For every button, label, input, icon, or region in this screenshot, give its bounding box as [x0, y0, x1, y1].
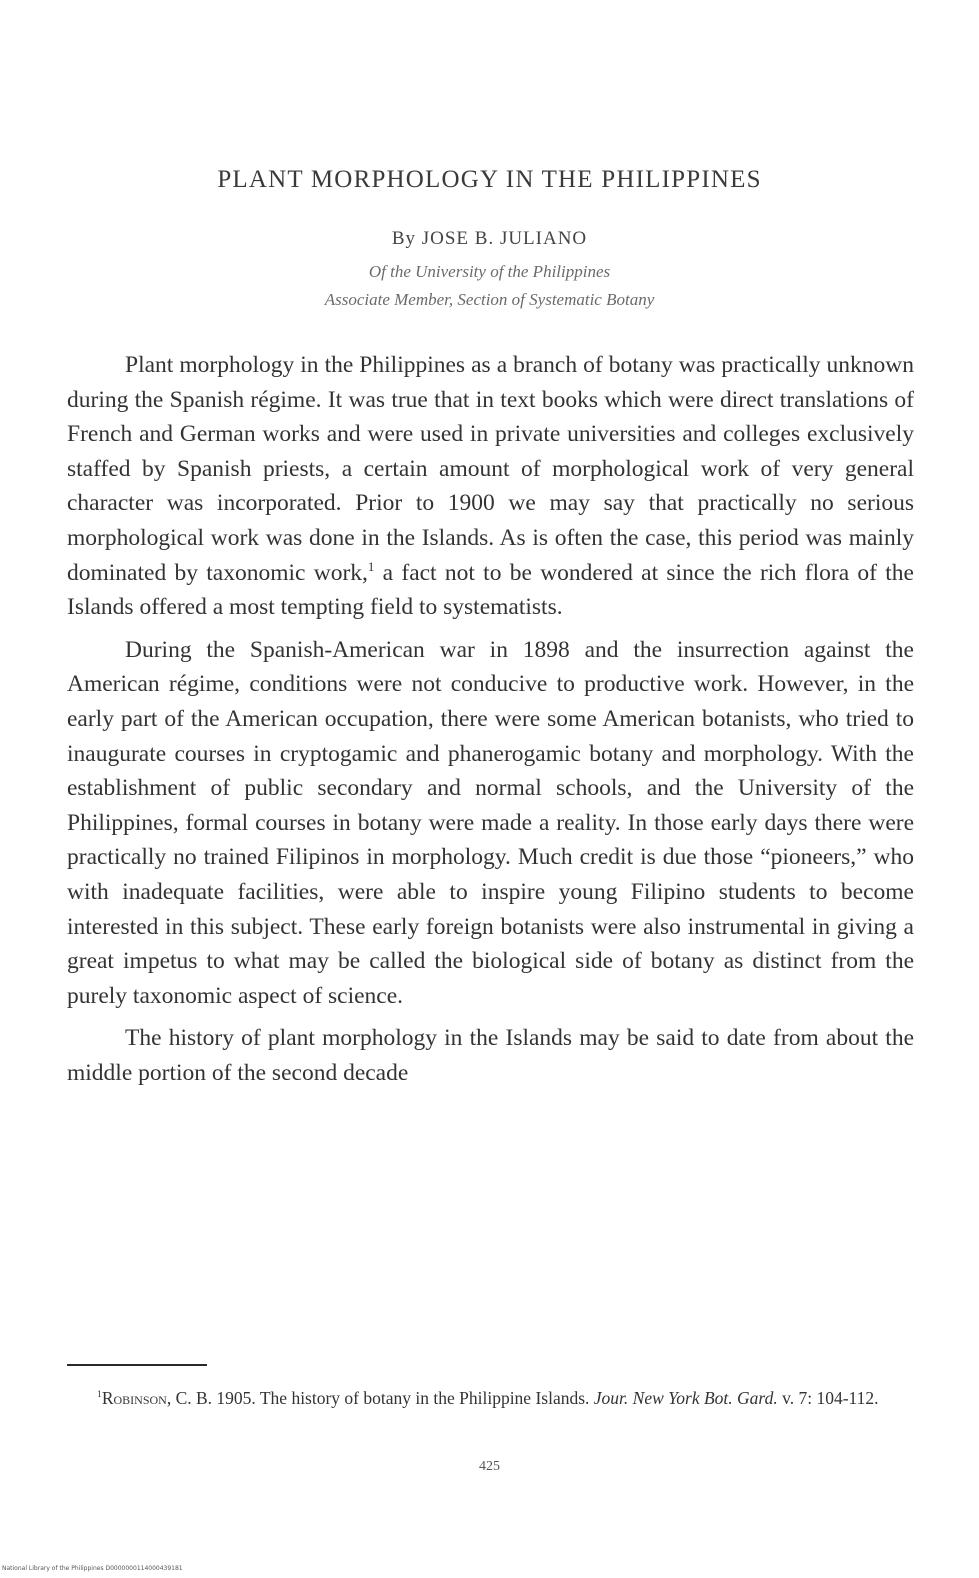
paragraph-2: During the Spanish-American war in 1898 and the insurrection against the American régime, conditions were not conducive to productive work. However, in the early part of the American occupation, there were some American botanists, who tried to inaugurate courses in cryptogamic and phanerogamic botany and morphology. With the establishment of public secondary and normal schools, and the University of the Philippines, formal courses in botany were made a reality. In those early days there were practically no trained Filipinos in morphology. Much credit is due those “pioneers,” who with inadequate facilities, were able to inspire young Filipino students to become interested in this subject. These early foreign botanists were also instrumental in giving a great impetus to what may be called the biological side of botany as distinct from the purely taxonomic aspect of science. [67, 636, 914, 1009]
author-affiliation-university: Of the University of the Philippines [368, 262, 611, 281]
page-number: 425 [479, 1459, 500, 1474]
article-body [67, 348, 914, 1098]
library-watermark: National Library of the Philippines D0000000114000439181 [2, 1565, 183, 1572]
footnote-journal: Jour. New York Bot. Gard. [593, 1388, 778, 1408]
paragraph-1-text-a: Plant morphology in the Philippines as a branch of botany was practically unknown during the Spanish régime. It was true that in text books which were direct translations of French and German works and were used in private universities and colleges exclusively staffed by Spanish priests, a certain amount of morphological work of very general character was incorporated. Prior to 1900 we may say that practically no serious morphological work was done in the Islands. As is often the case, this period was mainly dominated by taxonomic work, [67, 352, 914, 586]
author-affiliation-section: Associate Member, Section of Systematic Botany [324, 290, 655, 309]
footnote-author: Robinson, C. B. [101, 1388, 213, 1408]
footnote [67, 1387, 912, 1409]
footnote-text-a: 1905. The history of botany in the Philippine Islands. [212, 1388, 594, 1408]
author-byline: By JOSE B. JULIANO [391, 228, 588, 249]
paragraph-1-text-b: a fact not to be wondered at since the rich flora of the Islands offered a most tempting field to systematists. [67, 559, 914, 621]
paragraph-1 [67, 348, 914, 625]
footnote-divider [67, 1364, 207, 1366]
footnote-reference: 1 [367, 558, 375, 574]
footnote-text-b: v. 7: 104-112. [777, 1388, 879, 1408]
paragraph-3: The history of plant morphology in the Islands may be said to date from about the middle portion of the second decade [67, 1025, 914, 1086]
footnote-marker: 1 [97, 1389, 102, 1401]
article-title: PLANT MORPHOLOGY IN THE PHILIPPINES [217, 166, 762, 193]
